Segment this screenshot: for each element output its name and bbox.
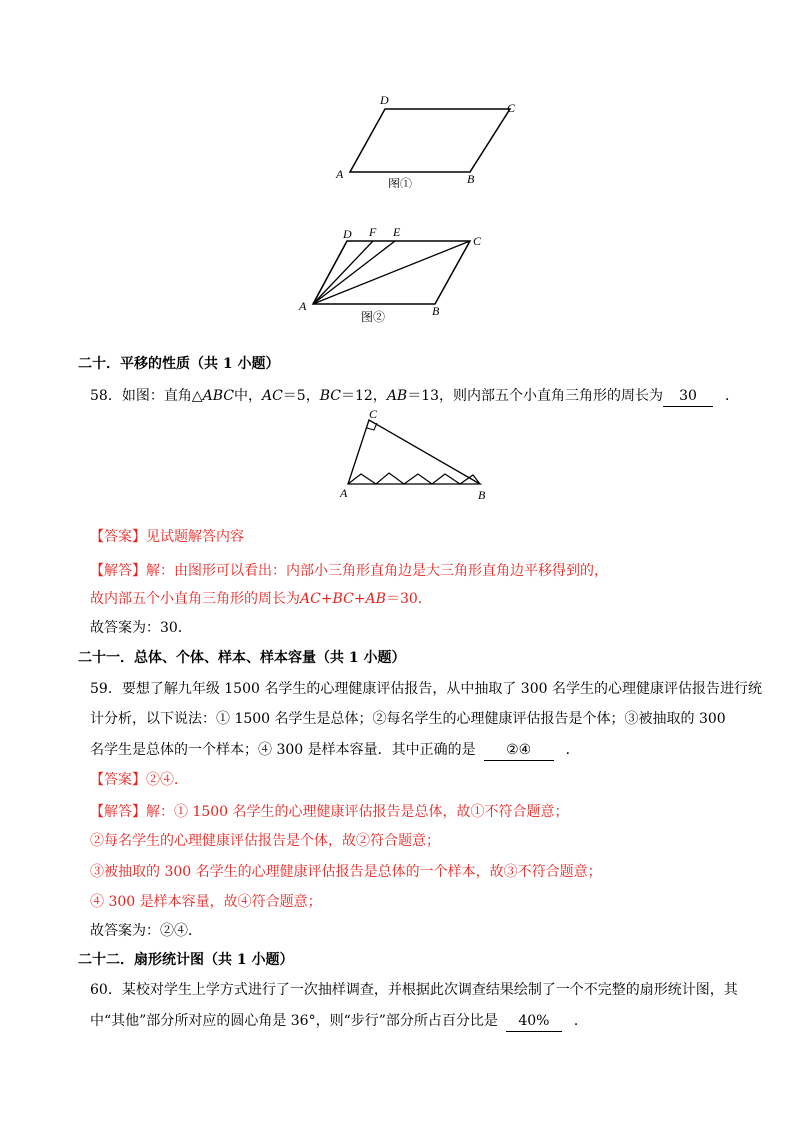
q58-ac: AC: [261, 388, 283, 404]
q59-line-3: [90, 740, 580, 761]
label-d: D: [380, 93, 389, 107]
q59-line3-pre: 名学生是总体的一个样本；④ 300 是样本容量．其中正确的是: [90, 742, 476, 758]
q58-ab: AB: [386, 388, 408, 404]
q59-end: ．: [565, 742, 580, 758]
figure-1-parallelogram: [330, 88, 530, 188]
q58-text-pre: 58．如图：直角△: [90, 388, 203, 404]
q58-abc: ABC: [202, 388, 234, 404]
q58-eq2: ＝12，: [340, 388, 387, 404]
q59-answer-blank: ②④: [484, 740, 554, 761]
q59-line-2: 计分析，以下说法：① 1500 名学生是总体；②每名学生的心理健康评估报告是个体；③被抽取的 300: [90, 711, 726, 727]
q60-line-2: [90, 1011, 588, 1032]
section-heading-20: 二十．平移的性质（共 1 小题）: [78, 356, 280, 372]
q60-answer-blank: 40%: [506, 1011, 562, 1032]
q58-sol2-pre: 故内部五个小直角三角形的周长为: [90, 591, 300, 607]
q59-solution-4: ④ 300 是样本容量，故④符合题意；: [90, 894, 322, 910]
q58-eq1: ＝5，: [282, 388, 320, 404]
label-a2: A: [299, 299, 307, 313]
label-b2: B: [432, 304, 440, 318]
q60-end: ．: [573, 1013, 588, 1029]
q59-solution-3: ③被抽取的 300 名学生的心理健康评估报告是总体的一个样本，故③不符合题意；: [90, 864, 602, 880]
q59-line-1: 59．要想了解九年级 1500 名学生的心理健康评估报告，从中抽取了 300 名学生的心理健康评估报告进行统: [90, 681, 762, 697]
label-a: A: [336, 167, 344, 181]
label-c: C: [507, 101, 516, 115]
section-heading-22: 二十二．扇形统计图（共 1 小题）: [78, 952, 294, 968]
fig58-label-c: C: [369, 408, 378, 421]
figure-1-caption: 图①: [388, 177, 413, 188]
q58-eq3: ＝13，则内部五个小直角三角形的周长为: [407, 388, 664, 404]
segment-ae: [313, 241, 395, 304]
segment-ad: [313, 241, 347, 304]
fig58-label-b: B: [478, 488, 486, 502]
label-e2: E: [393, 225, 401, 239]
q59-solution-2: ②每名学生的心理健康评估报告是个体，故②符合题意；: [90, 833, 440, 849]
q59-answer-line: 【答案】②④．: [90, 772, 188, 788]
label-b: B: [467, 172, 475, 186]
q60-line-1: 60．某校对学生上学方式进行了一次抽样调查，并根据此次调查结果绘制了一个不完整的扇形统计图，其: [90, 982, 738, 998]
q58-answer-blank: 30: [663, 386, 713, 407]
triangle-abc: [348, 420, 480, 484]
label-f2: F: [369, 225, 377, 239]
q58-end: ．: [725, 388, 740, 404]
q60-line2-pre: 中“其他”部分所对应的圆心角是 36°，则“步行”部分所占百分比是: [90, 1013, 498, 1029]
label-c2: C: [473, 234, 482, 248]
staircase-triangles: [348, 473, 480, 484]
q58-final-answer: 故答案为：30．: [90, 620, 192, 636]
q58-sol2-post: ＝30．: [385, 591, 432, 607]
figure-58-triangle: [328, 408, 498, 504]
label-d2: D: [343, 227, 352, 241]
q58-bc: BC: [319, 388, 341, 404]
parallelogram-abcd: [350, 109, 510, 172]
q58-answer-line: 【答案】见试题解答内容: [90, 529, 244, 545]
segment-af: [313, 241, 373, 304]
q59-solution-1: 【解答】解：① 1500 名学生的心理健康评估报告是总体，故①不符合题意；: [90, 804, 569, 820]
q58-solution-line-1: 【解答】解：由图形可以看出：内部小三角形直角边是大三角形直角边平移得到的，: [90, 563, 608, 579]
fig58-label-a: A: [340, 486, 348, 500]
segment-ac: [313, 241, 470, 304]
q58-sol2-expr: AC+BC+AB: [300, 591, 386, 607]
figure-2-caption: 图②: [361, 310, 386, 324]
question-58-text: [90, 386, 739, 407]
q58-text-mid: 中，: [233, 388, 262, 404]
section-heading-21: 二十一．总体、个体、样本、样本容量（共 1 小题）: [78, 650, 406, 666]
q59-final-answer: 故答案为：②④．: [90, 923, 202, 939]
q58-solution-line-2: [90, 589, 432, 609]
figure-2-parallelogram: [295, 222, 525, 326]
